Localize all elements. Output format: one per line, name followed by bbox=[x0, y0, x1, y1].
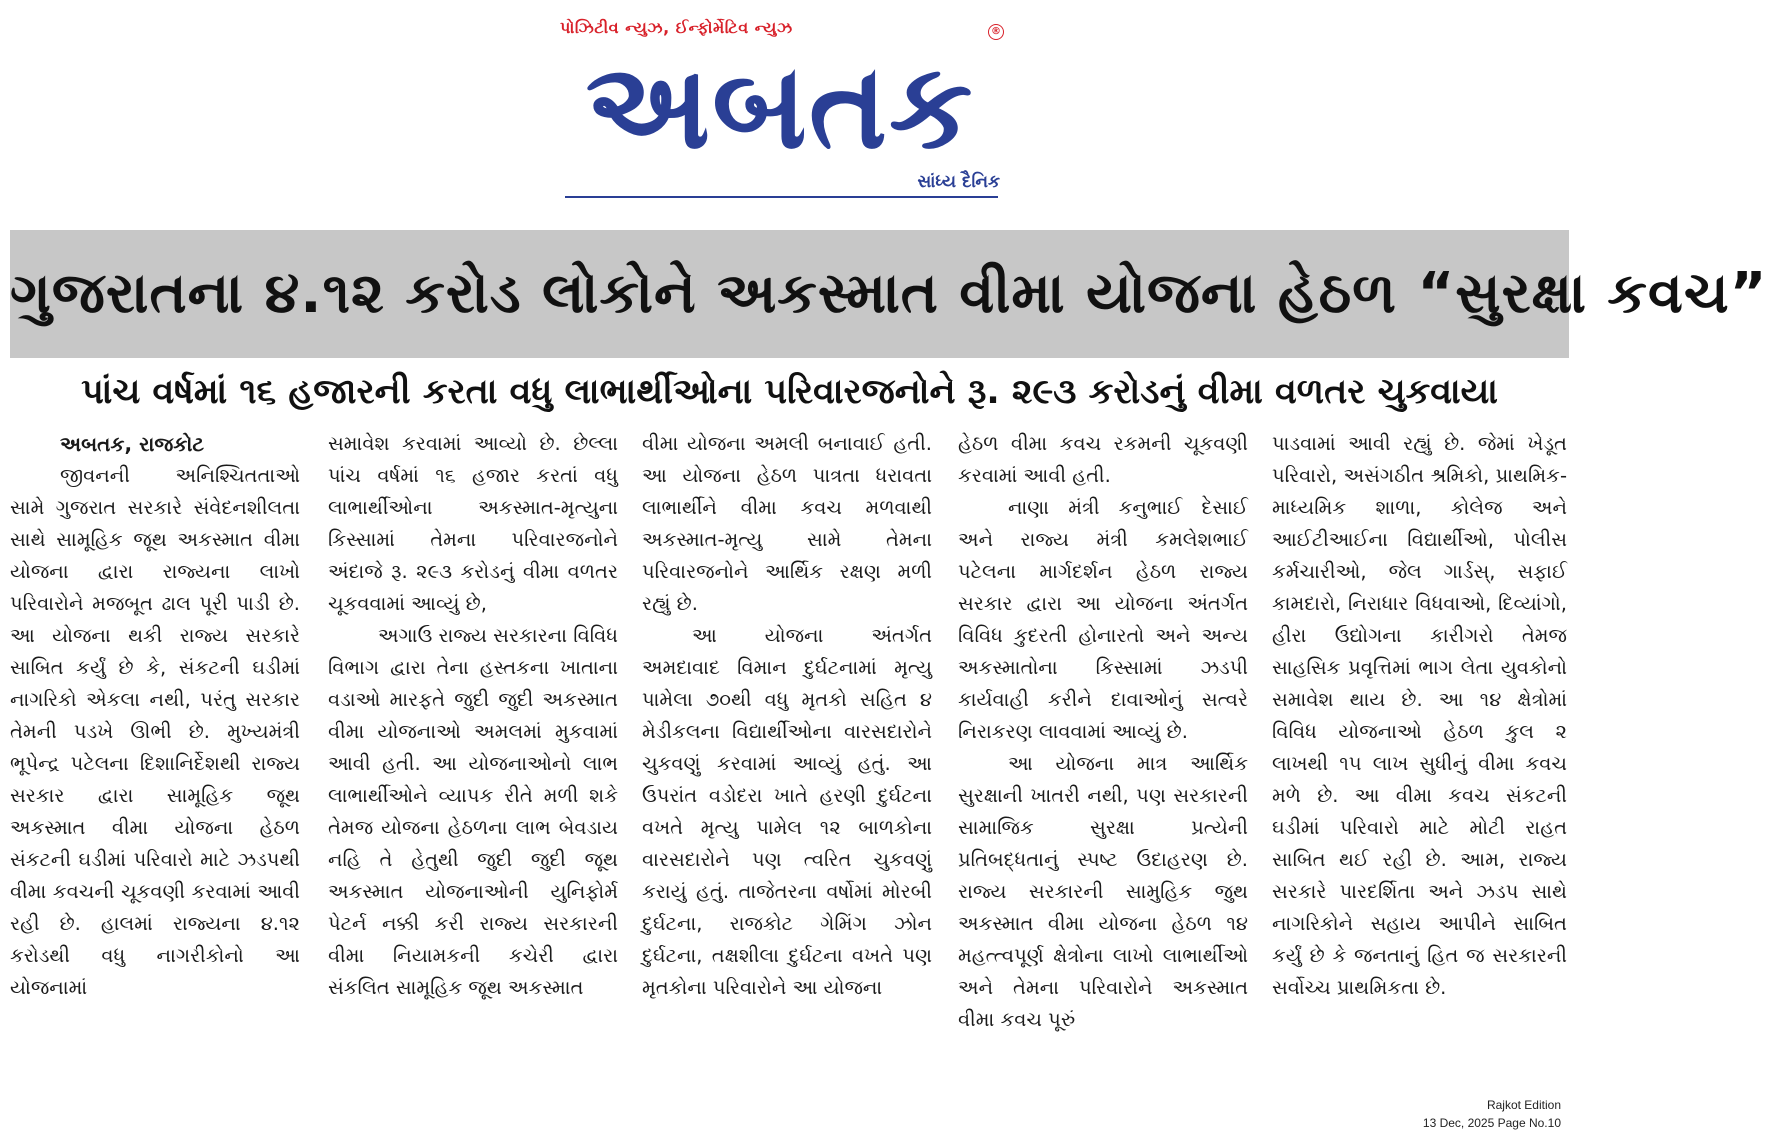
page-footer bbox=[1341, 1096, 1561, 1132]
dateline: અબતક, રાજકોટ bbox=[60, 432, 205, 456]
newspaper-logo: અબતક bbox=[585, 37, 975, 175]
article-column-5 bbox=[1272, 428, 1567, 1088]
article-column-1 bbox=[10, 428, 300, 1088]
article-column-3 bbox=[642, 428, 932, 1088]
subheadline: પાંચ વર્ષમાં ૧૬ હજારની કરતા વધુ લાભાર્થીઓના પરિવારજનોને રૂ. ૨૯૩ કરોડનું વીમા વળતર ચુકવાયા bbox=[81, 372, 1498, 412]
masthead-tagline: પોઝિટીવ ન્યુઝ, ઈન્ફોર્મેટિવ ન્યુઝ bbox=[560, 18, 793, 37]
registered-mark-icon: ® bbox=[988, 24, 1004, 40]
paragraph: આ યોજના અંતર્ગત અમદાવાદ વિમાન દુર્ઘટનામાં મૃત્યુ પામેલા ૭૦થી વધુ મૃતકો સહિત ૪ મેડીકલના વિદ્યાર્થીઓના વારસદારોને ચુકવણું કરવામાં આવ્યું હતું. આ ઉપરાંત વડોદરા ખાતે હરણી દુર્ઘટના વખતે મૃત્યુ પામેલ ૧૨ બાળકોના વારસદારોને પણ ત્વરિત ચુકવણું કરાયું હતું. તાજેતરના વર્ષોમાં મોરબી દુર્ઘટના, રાજકોટ ગેમિંગ ઝોન દુર્ઘટના, તક્ષશીલા દુર્ઘટના વખતે પણ મૃતકોના પરિવારોને આ યોજના bbox=[642, 624, 932, 999]
article-column-4 bbox=[958, 428, 1248, 1088]
edition-label: Rajkot Edition bbox=[1486, 1098, 1561, 1112]
paragraph: પાડવામાં આવી રહ્યું છે. જેમાં ખેડૂત પરિવારો, અસંગઠીત શ્રમિકો, પ્રાથમિક-માધ્યમિક શાળા, કોલેજ અને આઈટીઆઈના વિદ્યાર્થીઓ, પોલીસ કર્મચારીઓ, જેલ ગાર્ડસ્, સફાઈ કામદારો, નિરાધાર વિધવાઓ, દિવ્યાંગો, હીરા ઉદ્યોગના કારીગરો તેમજ સાહસિક પ્રવૃત્તિમાં ભાગ લેતા યુવકોનો સમાવેશ થાય છે. આ ૧૪ ક્ષેત્રોમાં વિવિધ યોજનાઓ હેઠળ કુલ ૨ લાખથી ૧૫ લાખ સુધીનું વીમા કવચ મળે છે. આ વીમા કવચ સંકટની ઘડીમાં પરિવારો માટે મોટી રાહત સાબિત થઈ રહી છે. આમ, રાજ્ય સરકારે પારદર્શિતા અને ઝડપ સાથે નાગરિકોને સહાય આપીને સાબિત કર્યું છે કે જનતાનું હિત જ સરકારની સર્વોચ્ચ પ્રાથમિકતા છે. bbox=[1272, 432, 1567, 999]
paragraph: નાણા મંત્રી કનુભાઈ દેસાઈ અને રાજ્ય મંત્રી કમલેશભાઈ પટેલના માર્ગદર્શન હેઠળ રાજ્ય સરકાર દ્વારા આ યોજના અંતર્ગત વિવિધ કુદરતી હોનારતો અને અન્ય અકસ્માતોના કિસ્સામાં ઝડપી કાર્યવાહી કરીને દાવાઓનું સત્વરે નિરાકરણ લાવવામાં આવ્યું છે. bbox=[958, 496, 1248, 743]
paragraph: હેઠળ વીમા કવચ રકમની ચૂકવણી કરવામાં આવી હતી. bbox=[958, 432, 1248, 487]
paragraph: આ યોજના માત્ર આર્થિક સુરક્ષાની ખાતરી નથી, પણ સરકારની સામાજિક સુરક્ષા પ્રત્યેની પ્રતિબદ્ધતાનું સ્પષ્ટ ઉદાહરણ છે. રાજ્ય સરકારની સામુહિક જુથ અકસ્માત વીમા યોજના હેઠળ ૧૪ મહત્ત્વપૂર્ણ ક્ષેત્રોના લાખો લાભાર્થીઓ અને તેમના પરિવારોને અકસ્માત વીમા કવચ પૂરું bbox=[958, 752, 1248, 1031]
paragraph: અગાઉ રાજ્ય સરકારના વિવિધ વિભાગ દ્વારા તેના હસ્તકના ખાતાના વડાઓ મારફતે જુદી જુદી અકસ્માત વીમા યોજનાઓ અમલમાં મુકવામાં આવી હતી. આ યોજનાઓનો લાભ લાભાર્થીઓને વ્યાપક રીતે મળી શકે તેમજ યોજના હેઠળના લાભ બેવડાય નહિ તે હેતુથી જુદી જુદી જૂથ અકસ્માત યોજનાઓની યુનિફોર્મ પેટર્ન નક્કી કરી રાજ્ય સરકારની વીમા નિયામકની કચેરી દ્વારા સંકલિત સામૂહિક જૂથ અકસ્માત bbox=[328, 624, 618, 999]
masthead-subtitle: સાંધ્ય દૈનિક bbox=[917, 172, 1000, 192]
headline-banner bbox=[10, 230, 1767, 358]
masthead bbox=[0, 0, 1579, 215]
masthead-rule bbox=[565, 196, 998, 198]
article-body bbox=[10, 428, 1569, 1088]
headline: ગુજરાતના ૪.૧૨ કરોડ લોકોને અકસ્માત વીમા યોજના હેઠળ “સુરક્ષા કવચ” bbox=[10, 261, 1767, 326]
paragraph: જીવનની અનિશ્ચિતતાઓ સામે ગુજરાત સરકારે સંવેદનશીલતા સાથે સામૂહિક જૂથ અકસ્માત વીમા યોજના દ્વારા રાજ્યના લાખો પરિવારોને મજબૂત ઢાલ પૂરી પાડી છે. આ યોજના થકી રાજ્ય સરકારે સાબિત કર્યું છે કે, સંકટની ઘડીમાં નાગરિકો એકલા નથી, પરંતુ સરકાર તેમની પડખે ઊભી છે. મુખ્યમંત્રી ભૂપેન્દ્ર પટેલના દિશાનિર્દેશથી રાજ્ય સરકાર દ્વારા સામૂહિક જૂથ અકસ્માત વીમા યોજના હેઠળ સંકટની ઘડીમાં પરિવારો માટે ઝડપથી વીમા કવચની ચૂકવણી કરવામાં આવી રહી છે. હાલમાં રાજ્યના ૪.૧૨ કરોડથી વધુ નાગરીકોનો આ યોજનામાં bbox=[10, 464, 300, 999]
date-page-label: 13 Dec, 2025 Page No.10 bbox=[1422, 1116, 1561, 1130]
paragraph: વીમા યોજના અમલી બનાવાઈ હતી. આ યોજના હેઠળ પાત્રતા ધરાવતા લાભાર્થીને વીમા કવચ મળવાથી અકસ્માત-મૃત્યુ સામે તેમના પરિવારજનોને આર્થિક રક્ષણ મળી રહ્યું છે. bbox=[642, 432, 932, 615]
paragraph: સમાવેશ કરવામાં આવ્યો છે. છેલ્લા પાંચ વર્ષમાં ૧૬ હજાર કરતાં વધુ લાભાર્થીઓના અકસ્માત-મૃત્યુના કિસ્સામાં તેમના પરિવારજનોને અંદાજે રૂ. ૨૯૩ કરોડનું વીમા વળતર ચૂકવવામાં આવ્યું છે, bbox=[328, 432, 618, 615]
article-column-2 bbox=[328, 428, 618, 1088]
